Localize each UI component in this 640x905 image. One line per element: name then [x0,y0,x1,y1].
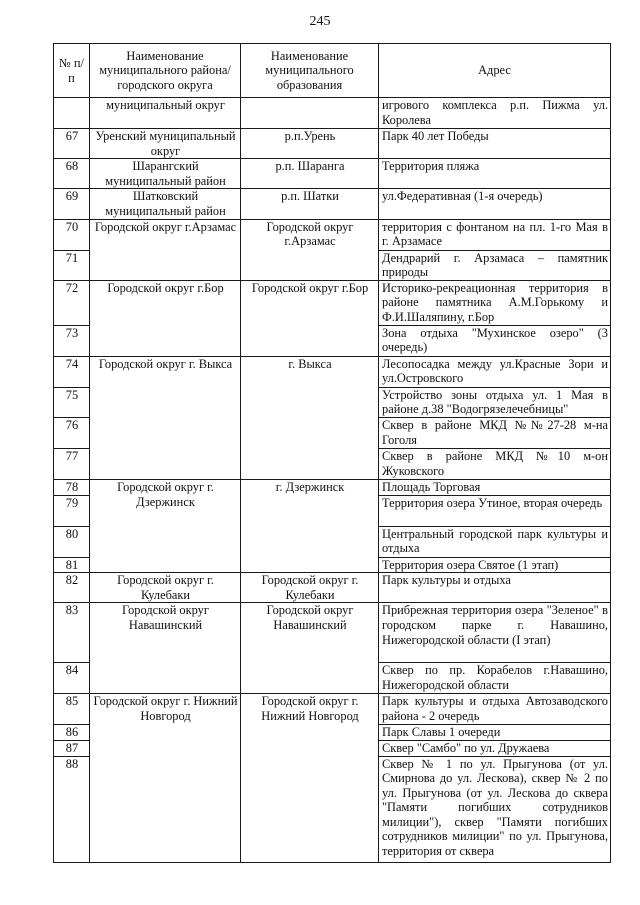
table-row [54,189,611,219]
row-address: Центральный городской парк культуры и отдыха [379,526,611,557]
row-num: 85 [54,694,90,725]
row-address: Территория пляжа [379,159,611,189]
row-district: Уренский муниципальный округ [90,129,241,159]
table-row [54,573,611,603]
row-address: Прибрежная территория озера "Зеленое" в городском парке г. Навашино, Нижегородской области (I этап) [379,603,611,663]
row-address: Сквер в районе МКД №№27-28 м-на Гоголя [379,417,611,448]
table-row [54,603,611,663]
row-formation: р.п.Урень [241,129,379,159]
row-address: Парк Славы 1 очереди [379,725,611,741]
row-formation: Городской округ г.Бор [241,280,379,356]
row-address: Дендрарий г. Арзамаса – памятник природы [379,250,611,280]
row-address: Историко-рекреационная территория в районе памятника А.М.Горькому и Ф.И.Шаляпину, г.Бор [379,280,611,325]
row-formation: Городской округ г. Нижний Новгород [241,694,379,862]
row-formation: Городской округ г. Кулебаки [241,573,379,603]
row-formation: Городской округ Навашинский [241,603,379,694]
table-row [54,479,611,495]
row-district: Шарангский муниципальный район [90,159,241,189]
row-num: 81 [54,557,90,573]
table-row [54,159,611,189]
row-formation: р.п. Шатки [241,189,379,219]
table-row [54,129,611,159]
header-address: Адрес [379,44,611,98]
row-formation: г. Выкса [241,356,379,479]
row-address: Парк культуры и отдыха Автозаводского района - 2 очередь [379,694,611,725]
row-district: Городской округ г. Нижний Новгород [90,694,241,862]
row-address: ул.Федеративная (1-я очередь) [379,189,611,219]
row-num: 67 [54,129,90,159]
page-number: 245 [309,14,331,29]
row-formation: г. Дзержинск [241,479,379,572]
table-row [54,98,611,129]
header-num: № п/п [54,44,90,98]
row-num: 75 [54,387,90,417]
row-num: 87 [54,740,90,756]
row-num: 77 [54,448,90,479]
row-district: Шатковский муниципальный район [90,189,241,219]
row-num: 86 [54,725,90,741]
row-formation: Городской округ г.Арзамас [241,219,379,280]
row-num: 70 [54,219,90,250]
row-formation: р.п. Шаранга [241,159,379,189]
row-num: 84 [54,663,90,694]
row-address: Парк 40 лет Победы [379,129,611,159]
parks-table [53,43,611,863]
row-num: 79 [54,495,90,526]
table-row [54,356,611,387]
table-header-row [54,44,611,98]
table-row [54,280,611,325]
row-address: Площадь Торговая [379,479,611,495]
row-num: 76 [54,417,90,448]
row-num: 82 [54,573,90,603]
row-num: 73 [54,325,90,356]
row-district: Городской округ Навашинский [90,603,241,694]
row-address: Лесопосадка между ул.Красные Зори и ул.Островского [379,356,611,387]
row-district: Городской округ г.Арзамас [90,219,241,280]
row-num: 83 [54,603,90,663]
row-district: Городской округ г. Выкса [90,356,241,479]
row-address: Сквер "Самбо" по ул. Дружаева [379,740,611,756]
row-num: 68 [54,159,90,189]
row-num: 80 [54,526,90,557]
row-address: территория с фонтаном на пл. 1-го Мая в г. Арзамасе [379,219,611,250]
row-formation [241,98,379,129]
row-district: муниципальный округ [90,98,241,129]
row-address: Сквер по пр. Корабелов г.Навашино, Нижегородской области [379,663,611,694]
table-row [54,694,611,725]
row-address: Парк культуры и отдыха [379,573,611,603]
row-address: Зона отдыха "Мухинское озеро" (3 очередь) [379,325,611,356]
row-num: 69 [54,189,90,219]
row-num [54,98,90,129]
row-address: Территория озера Утиное, вторая очередь [379,495,611,526]
row-address: Устройство зоны отдыха ул. 1 Мая в районе д.38 "Водогрязелечебницы" [379,387,611,417]
header-district: Наименование муниципального района/ городского округа [90,44,241,98]
row-address: Территория озера Святое (1 этап) [379,557,611,573]
table-row [54,219,611,250]
row-address: Сквер № 1 по ул. Прыгунова (от ул. Смирнова до ул. Лескова), сквер № 2 по ул. Прыгунова (от ул. Лескова до сквера "Памяти погибших сотрудников милиции"), сквер "Памяти погибших сотрудников милиции" по ул. Прыгунова, территория от сквера [379,756,611,862]
row-address: Сквер в районе МКД №10 м-он Жуковского [379,448,611,479]
row-num: 78 [54,479,90,495]
row-num: 72 [54,280,90,325]
row-district: Городской округ г. Дзержинск [90,479,241,572]
row-num: 88 [54,756,90,862]
row-num: 74 [54,356,90,387]
row-address: игрового комплекса р.п. Пижма ул. Королева [379,98,611,129]
row-district: Городской округ г. Кулебаки [90,573,241,603]
row-district: Городской округ г.Бор [90,280,241,356]
row-num: 71 [54,250,90,280]
header-formation: Наименование муниципального образования [241,44,379,98]
